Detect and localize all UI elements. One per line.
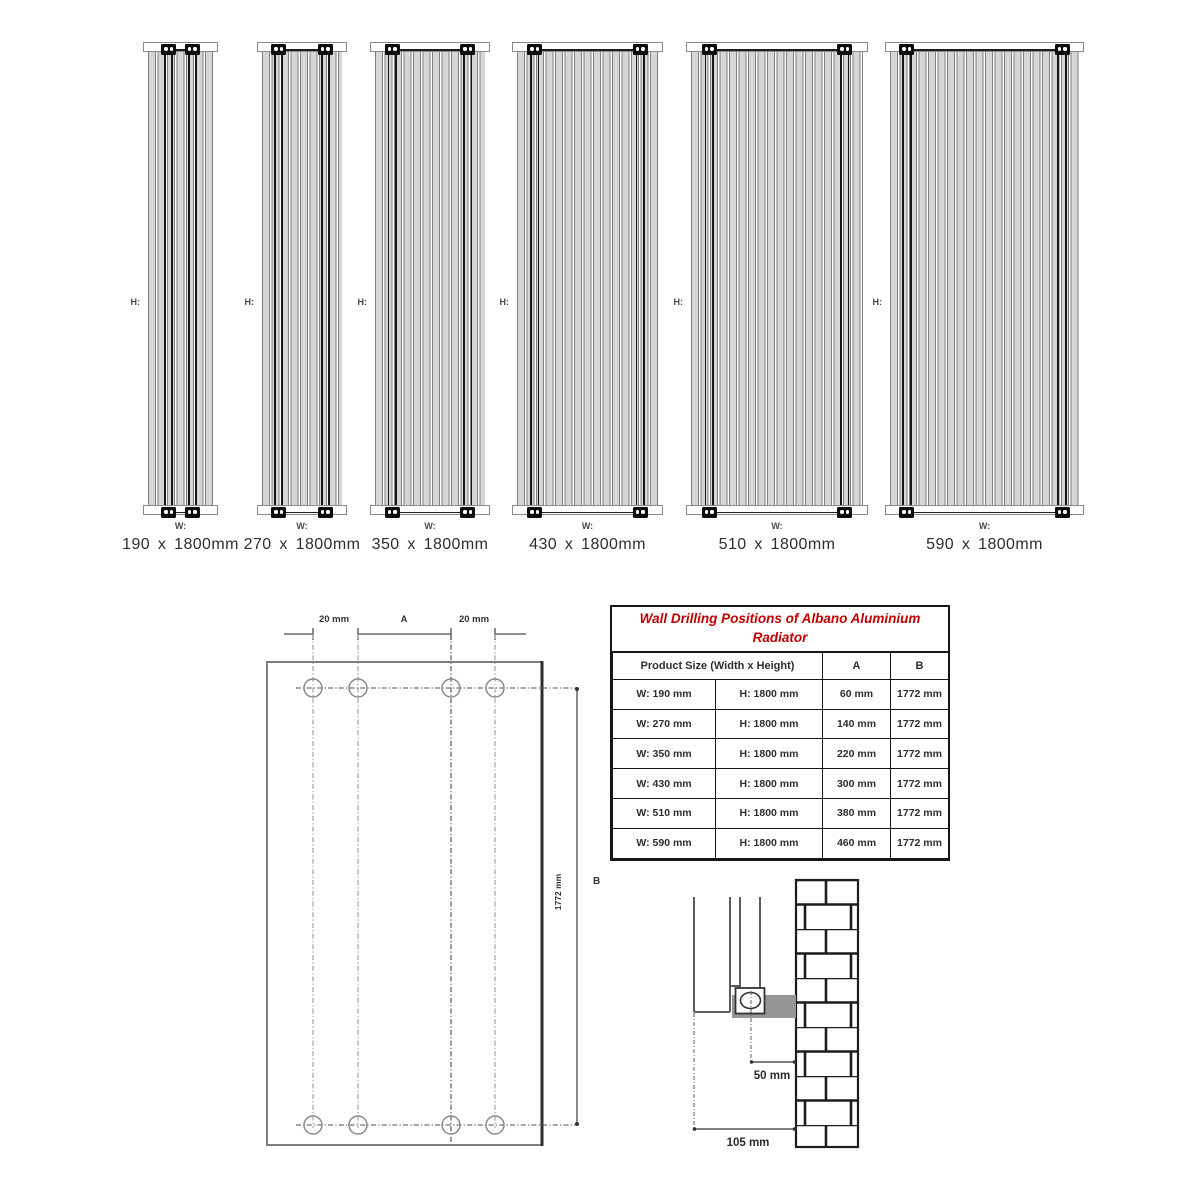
- table-title: Wall Drilling Positions of Albano Aluminium Radiator: [612, 607, 948, 652]
- header-product-size: Product Size (Width x Height): [613, 652, 823, 679]
- clip-screw-dot: [840, 510, 843, 513]
- clip-screw-dot: [1058, 47, 1061, 50]
- dim-105-line: [693, 1127, 797, 1131]
- radiator-height-label: H:: [673, 297, 683, 307]
- clip-screw-dot: [326, 47, 329, 50]
- table-row: [613, 739, 949, 769]
- clip-screw-dot: [846, 510, 849, 513]
- clip-screw-dot: [326, 510, 329, 513]
- mounting-clip: [1055, 507, 1070, 518]
- table-cell-w: W: 270 mm: [613, 709, 716, 739]
- mounting-clip: [899, 507, 914, 518]
- table-cell-h: H: 1800 mm: [716, 769, 823, 799]
- radiator-size-label: 350 x 1800mm: [371, 536, 489, 553]
- bracket-rail: [1057, 52, 1059, 505]
- bracket-rail: [643, 52, 645, 505]
- mounting-clip: [271, 507, 286, 518]
- bracket-rail: [1065, 52, 1067, 505]
- table-cell-b: 1772 mm: [891, 679, 949, 709]
- table-row: [613, 798, 949, 828]
- wall-drilling-diagram: [260, 600, 620, 1160]
- bracket-rail: [274, 52, 276, 505]
- radiator-bottom-bar: [143, 505, 218, 515]
- mounting-clip: [161, 44, 176, 55]
- radiator-width-label: W:: [978, 521, 991, 531]
- clip-screw-dot: [530, 510, 533, 513]
- clip-screw-dot: [193, 510, 196, 513]
- radiator-size-label: 590 x 1800mm: [926, 536, 1043, 553]
- dim-50-label: 50 mm: [753, 1070, 791, 1082]
- bracket-bar-line: [709, 49, 845, 51]
- clip-screw-dot: [710, 510, 713, 513]
- clip-screw-dot: [636, 47, 639, 50]
- clip-screw-dot: [469, 510, 472, 513]
- clip-screw-dot: [536, 47, 539, 50]
- radiator-size-label: 430 x 1800mm: [529, 536, 646, 553]
- mounting-clip: [385, 44, 400, 55]
- radiator-width-label: W:: [771, 521, 783, 531]
- clip-screw-dot: [641, 510, 644, 513]
- table-cell-b: 1772 mm: [891, 739, 949, 769]
- mounting-clip: [702, 44, 717, 55]
- bracket-rail: [705, 52, 707, 505]
- table-cell-w: W: 510 mm: [613, 798, 716, 828]
- clip-screw-dot: [469, 47, 472, 50]
- table-cell-a: 60 mm: [823, 679, 891, 709]
- clip-screw-dot: [1063, 47, 1066, 50]
- clip-screw-dot: [274, 47, 277, 50]
- radiator-size-label: 190 x 1800mm: [122, 536, 239, 553]
- radiator-width-label: W:: [174, 521, 187, 531]
- mounting-clip: [702, 507, 717, 518]
- table-cell-h: H: 1800 mm: [716, 679, 823, 709]
- clip-screw-dot: [188, 47, 191, 50]
- clip-screw-dot: [1058, 510, 1061, 513]
- table-cell-b: 1772 mm: [891, 828, 949, 858]
- clip-screw-dot: [321, 47, 324, 50]
- bracket-rail: [463, 52, 465, 505]
- radiator-height-label: H:: [130, 297, 140, 307]
- bracket-rail: [910, 52, 912, 505]
- bracket-bar-line: [392, 512, 467, 514]
- dim-a-label: A: [400, 614, 408, 625]
- radiator-height-label: H:: [872, 297, 882, 307]
- drilling-positions-table: [610, 605, 950, 861]
- brick-wall: [796, 880, 858, 1147]
- table-cell-a: 220 mm: [823, 739, 891, 769]
- table-row: [613, 769, 949, 799]
- clip-screw-dot: [393, 510, 396, 513]
- bracket-bar-line: [392, 49, 467, 51]
- mounting-clip: [385, 507, 400, 518]
- clip-screw-dot: [530, 47, 533, 50]
- mounting-clip: [185, 507, 200, 518]
- bracket-rail: [395, 52, 397, 505]
- clip-screw-dot: [393, 47, 396, 50]
- table-cell-a: 380 mm: [823, 798, 891, 828]
- bracket-bar-line: [709, 512, 845, 514]
- bracket-rail: [636, 52, 638, 505]
- mounting-clip: [460, 507, 475, 518]
- dim-b-value-label: 1772 mm: [553, 873, 563, 911]
- table-cell-b: 1772 mm: [891, 709, 949, 739]
- clip-screw-dot: [1063, 510, 1066, 513]
- clip-screw-dot: [636, 510, 639, 513]
- mounting-clip: [527, 507, 542, 518]
- table-row: [613, 709, 949, 739]
- mounting-clip: [161, 507, 176, 518]
- bracket-rail: [321, 52, 323, 505]
- mounting-clip: [527, 44, 542, 55]
- bracket-rail: [388, 52, 390, 505]
- table-row: [613, 828, 949, 858]
- wall-mount-side-view: [680, 870, 870, 1160]
- radiator-size-label: 510 x 1800mm: [718, 536, 836, 553]
- dim-50-line: [750, 1060, 797, 1064]
- mounting-clip: [837, 507, 852, 518]
- clip-screw-dot: [902, 47, 905, 50]
- mounting-clip: [318, 507, 333, 518]
- radiator-fins: [691, 52, 863, 505]
- radiator-diagram: [885, 42, 1084, 515]
- table-cell-w: W: 590 mm: [613, 828, 716, 858]
- table-cell-b: 1772 mm: [891, 798, 949, 828]
- radiator-height-label: H:: [244, 297, 254, 307]
- header-a: A: [823, 652, 891, 679]
- table-cell-a: 460 mm: [823, 828, 891, 858]
- clip-screw-dot: [536, 510, 539, 513]
- table-row: [613, 679, 949, 709]
- bracket-bar-line: [535, 512, 640, 514]
- mounting-clip: [460, 44, 475, 55]
- mounting-clip: [185, 44, 200, 55]
- table-cell-b: 1772 mm: [891, 769, 949, 799]
- table-cell-h: H: 1800 mm: [716, 709, 823, 739]
- radiator-height-label: H:: [499, 297, 509, 307]
- hole-center-horizontal-lines: [296, 688, 577, 1125]
- bracket-rail: [902, 52, 904, 505]
- dim-20mm-right-label: 20 mm: [458, 614, 490, 625]
- dim-b-line: [575, 687, 579, 1126]
- dim-105-label: 105 mm: [726, 1137, 770, 1149]
- bracket-rail: [538, 52, 540, 505]
- bracket-rail: [171, 52, 173, 505]
- clip-screw-dot: [280, 47, 283, 50]
- radiator-diagram: [257, 42, 347, 515]
- clip-screw-dot: [463, 47, 466, 50]
- clip-screw-dot: [188, 510, 191, 513]
- clip-screw-dot: [170, 47, 173, 50]
- bracket-rail: [712, 52, 714, 505]
- bracket-rail: [281, 52, 283, 505]
- clip-screw-dot: [710, 47, 713, 50]
- bracket-rail: [530, 52, 532, 505]
- clip-screw-dot: [274, 510, 277, 513]
- bracket-rail: [328, 52, 330, 505]
- bracket-rail: [164, 52, 166, 505]
- radiator-diagram: [512, 42, 663, 515]
- clip-screw-dot: [641, 47, 644, 50]
- radiator-width-label: W:: [296, 521, 308, 531]
- clip-screw-dot: [193, 47, 196, 50]
- spec-table-grid: [612, 652, 949, 859]
- radiator-fins: [148, 52, 213, 505]
- bracket-bar-line: [907, 49, 1062, 51]
- table-cell-h: H: 1800 mm: [716, 798, 823, 828]
- bracket-rail: [840, 52, 842, 505]
- clip-screw-dot: [164, 47, 167, 50]
- radiator-top-bar: [143, 42, 218, 52]
- radiator-width-label: W:: [581, 521, 594, 531]
- header-b: B: [891, 652, 949, 679]
- clip-screw-dot: [164, 510, 167, 513]
- hole-center-vertical-lines: [313, 634, 495, 1128]
- bracket-bar-line: [907, 512, 1062, 514]
- table-cell-a: 140 mm: [823, 709, 891, 739]
- radiator-diagram: [370, 42, 490, 515]
- radiator-width-label: W:: [424, 521, 436, 531]
- dim-20mm-left-label: 20 mm: [318, 614, 350, 625]
- top-dimension-lines: [284, 628, 526, 640]
- table-cell-a: 300 mm: [823, 769, 891, 799]
- table-body: [613, 679, 949, 858]
- clip-screw-dot: [705, 47, 708, 50]
- clip-screw-dot: [846, 47, 849, 50]
- clip-screw-dot: [902, 510, 905, 513]
- mounting-clip: [633, 44, 648, 55]
- clip-screw-dot: [388, 47, 391, 50]
- mounting-clip: [837, 44, 852, 55]
- radiator-diagram: [686, 42, 868, 515]
- clip-screw-dot: [280, 510, 283, 513]
- bracket-rail: [195, 52, 197, 505]
- table-cell-h: H: 1800 mm: [716, 739, 823, 769]
- bracket-rail: [848, 52, 850, 505]
- bracket-rail: [188, 52, 190, 505]
- clip-screw-dot: [908, 510, 911, 513]
- bracket-bar-line: [535, 49, 640, 51]
- mounting-clip: [318, 44, 333, 55]
- clip-screw-dot: [705, 510, 708, 513]
- table-cell-w: W: 190 mm: [613, 679, 716, 709]
- drill-holes: [304, 679, 504, 1134]
- bracket-rail: [471, 52, 473, 505]
- table-cell-w: W: 350 mm: [613, 739, 716, 769]
- radiator-outline: [267, 662, 542, 1145]
- radiator-fins: [375, 52, 485, 505]
- dim-b-letter-label: B: [593, 876, 601, 887]
- radiator-height-label: H:: [357, 297, 367, 307]
- mounting-clip: [899, 44, 914, 55]
- table-cell-w: W: 430 mm: [613, 769, 716, 799]
- radiator-diagram: [143, 42, 218, 515]
- mounting-clip: [1055, 44, 1070, 55]
- radiator-size-label: 270 x 1800mm: [243, 536, 361, 553]
- mounting-clip: [271, 44, 286, 55]
- clip-screw-dot: [321, 510, 324, 513]
- table-header-row: [613, 652, 949, 679]
- radiator-fins: [890, 52, 1079, 505]
- clip-screw-dot: [908, 47, 911, 50]
- clip-screw-dot: [388, 510, 391, 513]
- mounting-clip: [633, 507, 648, 518]
- clip-screw-dot: [840, 47, 843, 50]
- clip-screw-dot: [463, 510, 466, 513]
- clip-screw-dot: [170, 510, 173, 513]
- table-cell-h: H: 1800 mm: [716, 828, 823, 858]
